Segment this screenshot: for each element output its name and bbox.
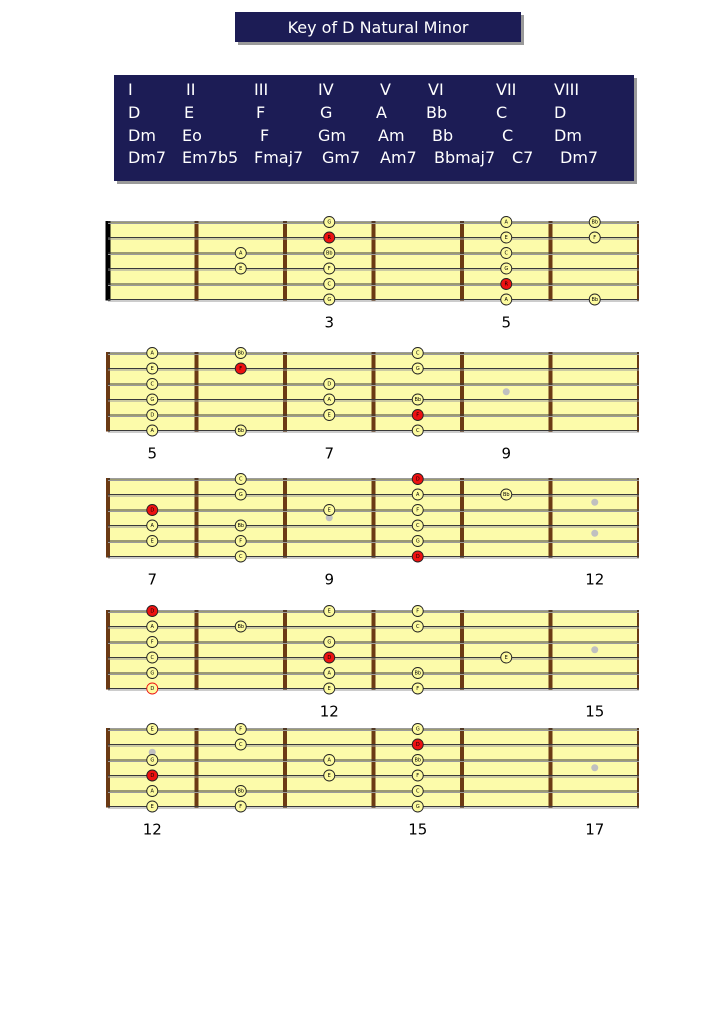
fret-wire [283,478,287,558]
chord-triad-5: Am [378,126,405,145]
fretboard-diagram-5 [104,719,639,839]
note-label: Bb [591,296,599,303]
scale-note [412,786,423,797]
note-label: A [327,670,331,677]
note-label: C [239,476,243,483]
note-label: F [416,772,420,779]
scale-note [412,425,423,436]
root-note [147,683,158,694]
scale-note [147,786,158,797]
scale-note [412,668,423,679]
scale-note [147,668,158,679]
scale-note [235,425,246,436]
root-note [412,551,423,562]
note-label: Bb [502,491,510,498]
note-label: Bb [325,250,333,257]
note-label: D [415,553,420,560]
scale-note [589,217,600,228]
scale-note [324,410,335,421]
fret-number: 12 [585,570,605,589]
note-label: A [150,788,154,795]
note-label: Bb [237,788,245,795]
fret-number: 7 [147,570,158,589]
fret-wire [460,728,464,808]
chord-seventh-2: Em7b5 [182,148,239,167]
scale-note [501,248,512,259]
chord-note-2: E [184,103,195,122]
note-label: F [239,726,243,733]
note-label: E [504,234,508,241]
note-label: Bb [237,427,245,434]
note-label: A [504,219,508,226]
inlay-dot [591,499,598,506]
chord-triad-2: Eo [182,126,202,145]
chord-degree-2: II [186,80,196,99]
fret-wire [283,352,287,432]
fret-number: 12 [319,702,339,721]
scale-note [501,232,512,243]
fret-wire [106,610,110,690]
note-label: A [150,427,154,434]
scale-note [324,279,335,290]
fret-wire [283,610,287,690]
fret-wire [372,610,376,690]
chord-seventh-5: Am7 [380,148,417,167]
scale-note [147,379,158,390]
scale-note [412,606,423,617]
scale-note [412,363,423,374]
scale-note [147,520,158,531]
scale-note [324,668,335,679]
fretboard [106,474,639,589]
note-label: E [239,265,243,272]
note-label: G [504,265,509,272]
fret-wire [195,478,199,558]
chord-degree-5: V [380,80,391,99]
note-label: A [150,623,154,630]
scale-note [324,770,335,781]
scale-note [324,263,335,274]
note-label: E [327,685,331,692]
scale-note [235,263,246,274]
note-label: A [327,396,331,403]
note-label: E [150,803,154,810]
note-label: R [504,281,508,288]
inlay-dot [591,764,598,771]
note-label: G [415,538,420,545]
note-label: F [239,538,243,545]
note-label: E [150,538,154,545]
fretboard [106,606,639,721]
scale-note [324,248,335,259]
fretboard-diagram-2 [104,343,639,463]
note-label: E [150,365,154,372]
note-label: Bb [237,623,245,630]
fret-wire [106,728,110,808]
note-label: D [415,741,420,748]
root-note [324,652,335,663]
chord-degree-6: VI [428,80,444,99]
scale-note [324,683,335,694]
chord-seventh-7: C7 [512,148,534,167]
scale-note [589,232,600,243]
chord-degree-8: VIII [554,80,580,99]
root-note [501,279,512,290]
scale-note [324,294,335,305]
note-label: D [150,412,155,419]
fretboard-diagram-3 [104,469,639,589]
scale-note [324,394,335,405]
note-label: E [327,608,331,615]
note-label: G [238,491,243,498]
fret-number: 7 [324,444,335,463]
note-label: F [416,507,420,514]
note-label: C [239,553,243,560]
chord-degree-4: IV [318,80,334,99]
fret-wire [637,478,639,558]
root-note [147,606,158,617]
scale-note [147,425,158,436]
note-label: A [504,296,508,303]
note-label: Bb [237,350,245,357]
fret-number: 5 [147,444,158,463]
scale-note [324,505,335,516]
note-label: F [416,412,420,419]
fret-wire [106,352,110,432]
page-title [235,12,521,42]
scale-note [235,551,246,562]
fret-number: 17 [585,820,605,839]
fret-wire [549,352,553,432]
chord-seventh-1: Dm7 [128,148,167,167]
note-label: G [327,296,332,303]
chord-triad-3: F [260,126,270,145]
fret-wire [372,728,376,808]
note-label: G [150,670,155,677]
scale-note [324,217,335,228]
note-label: F [416,608,420,615]
chord-degree-3: III [254,80,269,99]
scale-note [412,348,423,359]
note-label: G [150,757,155,764]
scale-note [147,410,158,421]
note-label: D [327,654,332,661]
chord-note-5: A [376,103,387,122]
fret-wire [637,352,639,432]
fret-wire [460,352,464,432]
chord-triad-8: Dm [554,126,582,145]
fret-number: 9 [501,444,512,463]
note-label: E [150,726,154,733]
note-label: D [150,685,155,692]
fret-wire [637,610,639,690]
scale-note [324,755,335,766]
scale-note [412,755,423,766]
page-title-text: Key of D Natural Minor [287,17,469,37]
scale-note [501,217,512,228]
note-label: Bb [237,522,245,529]
note-label: G [327,219,332,226]
note-label: D [150,772,155,779]
scale-note [412,520,423,531]
scale-note [147,363,158,374]
scale-note [412,801,423,812]
root-note [412,739,423,750]
fret-wire [549,478,553,558]
scale-note [235,801,246,812]
note-label: C [150,654,154,661]
chord-seventh-8: Dm7 [560,148,599,167]
note-label: A [327,757,331,764]
scale-note [235,474,246,485]
chord-seventh-4: Gm7 [322,148,361,167]
note-label: E [327,412,331,419]
inlay-dot [503,388,510,395]
scale-note [501,263,512,274]
chord-degree-1: I [128,80,133,99]
root-note [147,770,158,781]
fret-wire [637,728,639,808]
scale-note [501,489,512,500]
scale-note [324,606,335,617]
note-label: G [415,726,420,733]
fretboard [106,724,639,839]
fret-wire [195,352,199,432]
scale-note [147,394,158,405]
note-label: C [416,788,420,795]
note-label: F [327,265,331,272]
fret-wire [460,610,464,690]
scale-note [147,755,158,766]
scale-note [235,724,246,735]
chord-table [114,75,634,181]
fretboard [106,217,640,332]
fret-wire [372,221,376,301]
note-label: G [415,365,420,372]
note-label: Bb [414,670,422,677]
scale-note [235,489,246,500]
chord-note-1: D [128,103,141,122]
note-label: C [416,350,420,357]
scale-note [147,621,158,632]
inlay-dot [591,530,598,537]
chord-triad-7: C [502,126,514,145]
fret-wire [372,352,376,432]
chord-triad-1: Dm [128,126,156,145]
note-label: A [416,491,420,498]
scale-note [412,505,423,516]
note-label: D [327,381,332,388]
fret-wire [549,610,553,690]
scale-note [235,348,246,359]
inlay-dot [591,646,598,653]
fret-wire [283,728,287,808]
fret-wire [195,221,199,301]
fretboard [106,348,639,463]
note-label: C [150,381,154,388]
note-label: A [239,250,243,257]
nut [106,221,111,301]
scale-note [147,724,158,735]
scale-note [147,637,158,648]
fret-number: 3 [324,313,335,332]
scale-note [235,536,246,547]
scale-note [501,294,512,305]
scale-note [147,801,158,812]
chord-note-3: F [256,103,266,122]
fretboard-diagram-4 [104,601,639,721]
fret-number: 12 [142,820,162,839]
fret-number: 15 [408,820,428,839]
note-label: C [327,281,331,288]
chord-note-4: G [320,103,333,122]
note-label: Bb [414,757,422,764]
note-label: D [150,507,155,514]
note-label: C [416,427,420,434]
note-label: C [504,250,508,257]
note-label: A [150,350,154,357]
fret-wire [195,728,199,808]
scale-note [412,621,423,632]
scale-note [235,520,246,531]
scale-note [147,536,158,547]
fret-wire [637,221,639,301]
scale-note [235,786,246,797]
fret-wire [549,221,553,301]
scale-note [235,621,246,632]
fret-wire [549,728,553,808]
root-note [324,232,335,243]
note-label: D [415,476,420,483]
scale-note [501,652,512,663]
note-label: C [416,522,420,529]
scale-note [412,536,423,547]
note-label: G [150,396,155,403]
note-label: G [415,803,420,810]
fret-wire [460,478,464,558]
scale-note [147,652,158,663]
root-note [412,410,423,421]
scale-note [412,724,423,735]
root-note [412,474,423,485]
note-label: R [327,234,331,241]
fret-number: 15 [585,702,605,721]
note-label: E [327,772,331,779]
root-note [235,363,246,374]
chord-seventh-6: Bbmaj7 [434,148,496,167]
note-label: D [150,608,155,615]
chord-seventh-3: Fmaj7 [254,148,304,167]
fretboard-diagram-1 [104,212,639,332]
note-label: C [416,623,420,630]
note-label: Bb [414,396,422,403]
chord-note-6: Bb [426,103,448,122]
scale-note [412,683,423,694]
note-label: E [327,507,331,514]
note-label: F [239,365,243,372]
scale-note [412,394,423,405]
note-label: F [150,639,154,646]
chord-note-8: D [554,103,567,122]
note-label: F [239,803,243,810]
chord-degree-7: VII [496,80,517,99]
chord-triad-6: Bb [432,126,454,145]
note-label: A [150,522,154,529]
scale-note [147,348,158,359]
scale-note [324,637,335,648]
fret-wire [460,221,464,301]
fret-wire [195,610,199,690]
note-label: F [593,234,597,241]
scale-note [589,294,600,305]
note-label: G [327,639,332,646]
fret-wire [372,478,376,558]
fret-wire [106,478,110,558]
scale-note [235,248,246,259]
scale-note [324,379,335,390]
chord-triad-4: Gm [318,126,346,145]
note-label: E [504,654,508,661]
fret-number: 5 [501,313,512,332]
root-note [147,505,158,516]
scale-note [235,739,246,750]
note-label: F [416,685,420,692]
fret-number: 9 [324,570,335,589]
chord-note-7: C [496,103,508,122]
scale-note [412,489,423,500]
scale-note [412,770,423,781]
note-label: C [239,741,243,748]
fret-wire [283,221,287,301]
note-label: Bb [591,219,599,226]
